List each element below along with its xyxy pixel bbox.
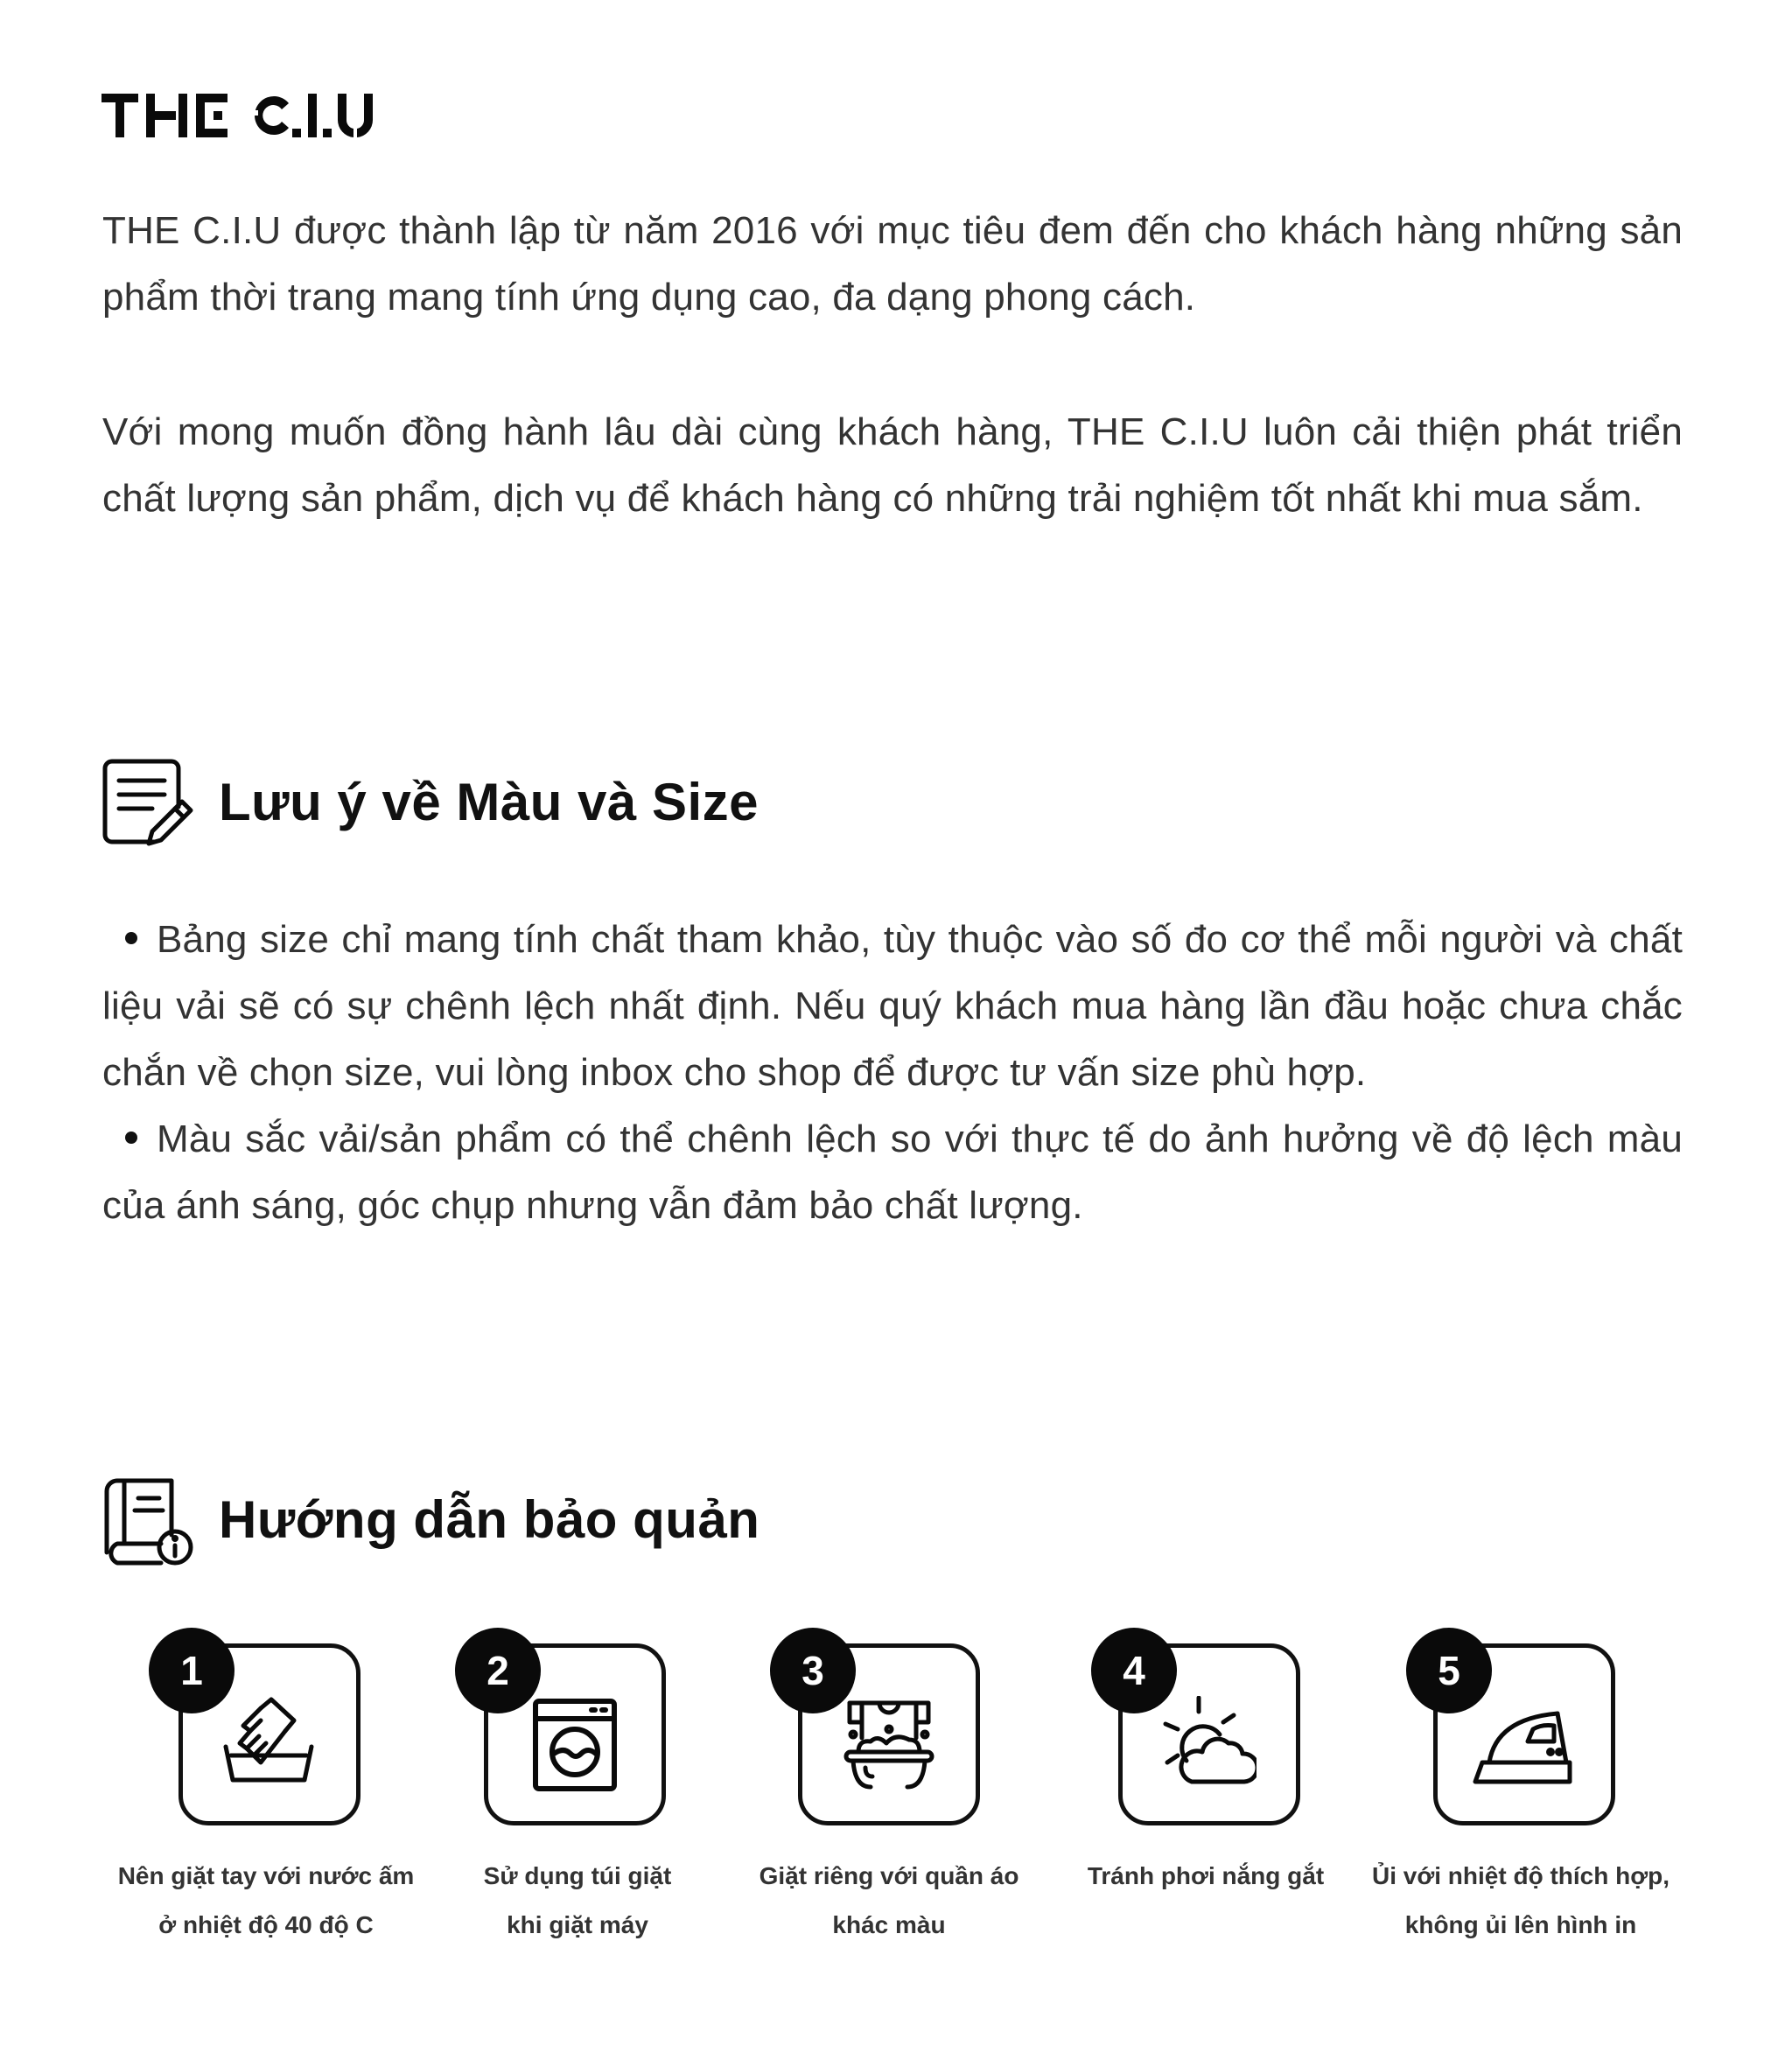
intro-paragraph-1: THE C.I.U được thành lập từ năm 2016 với mục tiêu đem đến cho khách hàng những sản phẩm thời trang mang tính ứng dụng cao, đa dạng phong cách. [102, 209, 1683, 319]
document-edit-icon [100, 754, 194, 849]
care-title: Hướng dẫn bảo quản [219, 1489, 760, 1549]
step-number-badge: 5 [1406, 1628, 1492, 1713]
book-info-icon [100, 1472, 194, 1566]
care-steps [0, 1628, 1792, 1978]
sun-cloud-icon [1160, 1696, 1256, 1792]
intro-paragraph-2: Với mong muốn đồng hành lâu dài cùng khách hàng, THE C.I.U luôn cải thiện phát triển chất lượng sản phẩm, dịch vụ để khách hàng có những trải nghiệm tốt nhất khi mua sắm. [102, 410, 1683, 520]
wash-basin-shirt-icon [841, 1696, 937, 1792]
washing-machine-icon [527, 1696, 623, 1792]
note-text: Màu sắc vải/sản phẩm có thể chênh lệch so với thực tế do ảnh hưởng về độ lệch màu của ánh sáng, góc chụp nhưng vẫn đảm bảo chất lượng. [102, 1118, 1683, 1227]
step-number-badge: 3 [770, 1628, 856, 1713]
note-text: Bảng size chỉ mang tính chất tham khảo, tùy thuộc vào số đo cơ thể mỗi người và chất liệu vải sẽ có sự chênh lệch nhất định. Nếu quý khách mua hàng lần đầu hoặc chưa chắc chắn về chọn size, vui lòng inbox cho shop để được tư vấn size phù hợp. [102, 918, 1683, 1094]
step-caption: Giặt riêng với quần áo khác màu [759, 1862, 1019, 1938]
step-caption: Nên giặt tay với nước ấm ở nhiệt độ 40 độ C [117, 1862, 415, 1938]
note-item [102, 1106, 1683, 1239]
bullet-icon [125, 1132, 137, 1144]
note-item [102, 907, 1683, 1106]
step-number-badge: 4 [1091, 1628, 1177, 1713]
step-caption: Tránh phơi nắng gắt [1087, 1862, 1325, 1889]
color-size-title: Lưu ý về Màu và Size [219, 772, 760, 831]
step-number-badge: 1 [149, 1628, 234, 1713]
color-size-notes [102, 907, 1683, 1239]
care-heading [100, 1472, 760, 1566]
step-number-badge: 2 [455, 1628, 541, 1713]
color-size-heading [100, 754, 759, 849]
bullet-icon [125, 932, 137, 944]
brand-logo [102, 91, 382, 140]
iron-icon [1470, 1696, 1578, 1792]
step-caption: Ủi với nhiệt độ thích hợp, không ủi lên hình in [1371, 1862, 1670, 1938]
step-caption: Sử dụng túi giặt khi giặt máy [483, 1862, 672, 1938]
hand-wash-icon [220, 1696, 317, 1792]
